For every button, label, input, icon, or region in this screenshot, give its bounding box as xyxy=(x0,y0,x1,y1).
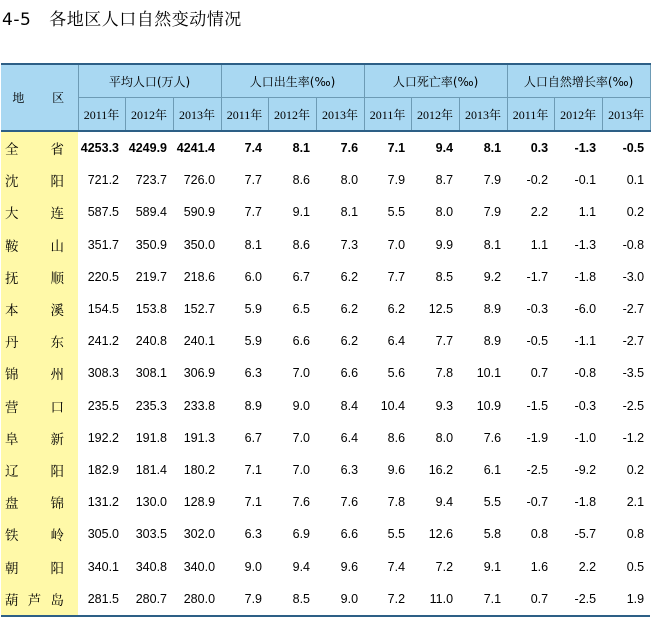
value-cell: 9.4 xyxy=(292,559,311,574)
region-char: 岭 xyxy=(50,528,64,545)
value-cell: 9.9 xyxy=(435,237,454,252)
table-row xyxy=(1,164,650,196)
region-char: 溪 xyxy=(50,303,64,320)
value-cell: 6.2 xyxy=(340,302,359,317)
value-cell: 8.5 xyxy=(435,269,454,284)
value-cell: 7.1 xyxy=(459,583,507,616)
region-name xyxy=(5,492,78,512)
region-name xyxy=(5,428,78,448)
value-cell: -1.8 xyxy=(574,269,597,284)
value-cell: 192.2 xyxy=(87,430,119,445)
value-cell: 8.9 xyxy=(483,302,502,317)
value-cell: 1.1 xyxy=(578,205,597,220)
table-row xyxy=(1,325,650,357)
value-cell: 350.0 xyxy=(183,237,216,252)
value-cell: 589.4 xyxy=(135,205,167,220)
value-cell: 6.3 xyxy=(244,366,263,381)
region-name xyxy=(5,460,78,480)
value-cell: 6.7 xyxy=(292,269,311,284)
group-header-natural-growth-rate: 人口自然增长率(‰) xyxy=(507,64,650,98)
value-cell: 6.2 xyxy=(387,302,406,317)
region-char: 丹 xyxy=(5,335,19,352)
value-cell: 16.2 xyxy=(428,462,454,477)
value-cell: 723.7 xyxy=(135,173,167,188)
value-cell: 7.7 xyxy=(435,334,454,349)
value-cell: 0.5 xyxy=(626,559,645,574)
value-cell: -0.5 xyxy=(526,334,549,349)
year-header: 2012年 xyxy=(411,98,459,132)
value-cell: 350.9 xyxy=(135,237,167,252)
table-row xyxy=(1,390,650,422)
value-cell: 8.0 xyxy=(435,205,454,220)
value-cell: 0.8 xyxy=(530,527,549,542)
value-cell: -0.2 xyxy=(526,173,549,188)
table-row xyxy=(1,293,650,325)
value-cell: 152.7 xyxy=(183,302,216,317)
value-cell: 8.1 xyxy=(483,237,502,252)
value-cell: 9.3 xyxy=(435,398,454,413)
value-cell: 6.4 xyxy=(387,334,406,349)
value-cell: -2.7 xyxy=(622,334,645,349)
value-cell: -2.5 xyxy=(526,462,549,477)
value-cell: 7.6 xyxy=(340,495,359,510)
region-char: 山 xyxy=(50,238,64,255)
value-cell: 281.5 xyxy=(78,583,125,616)
year-header-row xyxy=(1,98,650,132)
value-cell: -0.5 xyxy=(622,141,645,156)
value-cell: 9.6 xyxy=(387,462,406,477)
table-row xyxy=(1,550,650,582)
value-cell: 9.0 xyxy=(292,398,311,413)
value-cell: 7.7 xyxy=(244,205,263,220)
year-header: 2012年 xyxy=(125,98,173,132)
value-cell: 7.9 xyxy=(483,173,502,188)
page-title xyxy=(2,4,242,36)
value-cell: -3.0 xyxy=(622,269,645,284)
region-cell xyxy=(1,550,78,582)
value-cell: 12.5 xyxy=(428,302,454,317)
region-char: 阳 xyxy=(50,463,64,480)
year-header: 2013年 xyxy=(459,98,507,132)
value-cell: -2.5 xyxy=(554,583,602,616)
value-cell: -1.2 xyxy=(622,430,645,445)
year-header: 2013年 xyxy=(602,98,650,132)
region-name xyxy=(5,235,78,255)
value-cell: -1.7 xyxy=(526,269,549,284)
value-cell: 0.1 xyxy=(626,173,645,188)
value-cell: 181.4 xyxy=(135,462,167,477)
region-char: 全 xyxy=(5,142,19,159)
value-cell: 7.9 xyxy=(387,173,406,188)
region-cell xyxy=(1,293,78,325)
value-cell: -2.5 xyxy=(622,398,645,413)
value-cell: 240.8 xyxy=(135,334,167,349)
region-char: 阜 xyxy=(5,431,19,448)
value-cell: 4241.4 xyxy=(176,141,216,156)
value-cell: 7.6 xyxy=(340,141,359,156)
value-cell: 128.9 xyxy=(183,495,216,510)
year-header: 2011年 xyxy=(221,98,268,132)
value-cell: 7.1 xyxy=(244,462,263,477)
value-cell: 6.9 xyxy=(292,527,311,542)
table-row xyxy=(1,229,650,261)
value-cell: -1.9 xyxy=(526,430,549,445)
value-cell: -0.8 xyxy=(574,366,597,381)
value-cell: 5.9 xyxy=(244,302,263,317)
value-cell: 7.9 xyxy=(221,583,268,616)
region-name xyxy=(5,202,78,222)
value-cell: 280.0 xyxy=(173,583,221,616)
value-cell: 7.0 xyxy=(387,237,406,252)
region-char: 连 xyxy=(50,206,64,223)
region-cell xyxy=(1,196,78,228)
value-cell: -1.5 xyxy=(526,398,549,413)
value-cell: 7.7 xyxy=(244,173,263,188)
value-cell: 9.1 xyxy=(483,559,502,574)
region-cell xyxy=(1,229,78,261)
value-cell: -1.0 xyxy=(574,430,597,445)
region-char: 省 xyxy=(50,142,64,159)
year-header: 2013年 xyxy=(173,98,221,132)
region-char: 朝 xyxy=(5,560,19,577)
value-cell: 10.1 xyxy=(476,366,502,381)
value-cell: 5.5 xyxy=(483,495,502,510)
value-cell: 726.0 xyxy=(183,173,216,188)
value-cell: -6.0 xyxy=(574,302,597,317)
region-name xyxy=(5,331,78,351)
region-char: 阳 xyxy=(50,560,64,577)
region-cell xyxy=(1,164,78,196)
value-cell: 9.4 xyxy=(435,141,454,156)
value-cell: 235.3 xyxy=(135,398,167,413)
value-cell: 10.9 xyxy=(476,398,502,413)
region-char: 锦 xyxy=(50,496,64,513)
value-cell: 7.6 xyxy=(292,495,311,510)
table-row xyxy=(1,583,650,616)
table-title: 各地区人口自然变动情况 xyxy=(49,10,242,30)
value-cell: 340.8 xyxy=(135,559,167,574)
value-cell: 7.4 xyxy=(387,559,406,574)
value-cell: 182.9 xyxy=(87,462,119,477)
value-cell: 2.2 xyxy=(530,205,549,220)
value-cell: 7.0 xyxy=(292,430,311,445)
value-cell: 7.4 xyxy=(244,141,263,156)
value-cell: 6.2 xyxy=(340,334,359,349)
value-cell: 0.2 xyxy=(626,462,645,477)
value-cell: 9.2 xyxy=(483,269,502,284)
value-cell: 2.2 xyxy=(578,559,597,574)
year-header: 2011年 xyxy=(507,98,554,132)
value-cell: 7.6 xyxy=(483,430,502,445)
value-cell: 8.0 xyxy=(340,173,359,188)
region-cell xyxy=(1,261,78,293)
value-cell: 8.9 xyxy=(244,398,263,413)
table-header xyxy=(1,64,650,131)
value-cell: 180.2 xyxy=(183,462,216,477)
value-cell: 340.0 xyxy=(183,559,216,574)
region-char: 抚 xyxy=(5,270,19,287)
value-cell: -1.1 xyxy=(574,334,597,349)
table-row xyxy=(1,486,650,518)
value-cell: 351.7 xyxy=(87,237,119,252)
value-cell: -9.2 xyxy=(574,462,597,477)
value-cell: 8.6 xyxy=(292,173,311,188)
region-cell xyxy=(1,131,78,164)
region-name xyxy=(5,363,78,383)
region-char: 本 xyxy=(5,303,19,320)
region-char: 鞍 xyxy=(5,238,19,255)
value-cell: 6.5 xyxy=(292,302,311,317)
region-char: 岛 xyxy=(50,592,64,609)
region-char: 东 xyxy=(50,335,64,352)
value-cell: 6.3 xyxy=(340,462,359,477)
value-cell: 303.5 xyxy=(135,527,167,542)
region-char: 葫 xyxy=(5,592,19,609)
value-cell: -1.3 xyxy=(574,141,597,156)
region-column-header: 地 区 xyxy=(1,64,78,131)
year-header: 2013年 xyxy=(316,98,364,132)
value-cell: 5.8 xyxy=(483,527,502,542)
group-header-death-rate: 人口死亡率(‰) xyxy=(364,64,507,98)
value-cell: 8.7 xyxy=(435,173,454,188)
value-cell: 6.6 xyxy=(340,366,359,381)
value-cell: 220.5 xyxy=(87,269,119,284)
value-cell: -0.1 xyxy=(574,173,597,188)
value-cell: -1.8 xyxy=(574,495,597,510)
region-char: 州 xyxy=(50,367,64,384)
year-header: 2011年 xyxy=(364,98,411,132)
year-header: 2012年 xyxy=(554,98,602,132)
region-char: 芦 xyxy=(27,592,42,609)
value-cell: 590.9 xyxy=(183,205,216,220)
table-row xyxy=(1,196,650,228)
region-name xyxy=(5,557,78,577)
region-char: 锦 xyxy=(5,367,19,384)
value-cell: 306.9 xyxy=(183,366,216,381)
value-cell: 0.7 xyxy=(507,583,554,616)
value-cell: 7.0 xyxy=(292,366,311,381)
value-cell: -0.7 xyxy=(526,495,549,510)
value-cell: 8.1 xyxy=(244,237,263,252)
value-cell: 6.0 xyxy=(244,269,263,284)
table-number: 4-5 xyxy=(2,10,32,30)
value-cell: 305.0 xyxy=(87,527,119,542)
value-cell: 0.7 xyxy=(530,366,549,381)
value-cell: 131.2 xyxy=(87,495,119,510)
value-cell: -0.8 xyxy=(622,237,645,252)
region-char: 辽 xyxy=(5,463,19,480)
value-cell: 9.0 xyxy=(244,559,263,574)
value-cell: 1.6 xyxy=(530,559,549,574)
value-cell: 241.2 xyxy=(87,334,119,349)
value-cell: 0.2 xyxy=(626,205,645,220)
value-cell: 6.3 xyxy=(244,527,263,542)
value-cell: 233.8 xyxy=(183,398,216,413)
value-cell: 308.1 xyxy=(135,366,167,381)
value-cell: 2.1 xyxy=(626,495,645,510)
value-cell: 6.2 xyxy=(340,269,359,284)
value-cell: 302.0 xyxy=(183,527,216,542)
value-cell: 191.8 xyxy=(135,430,167,445)
value-cell: 10.4 xyxy=(380,398,406,413)
region-char: 阳 xyxy=(50,174,64,191)
value-cell: 5.6 xyxy=(387,366,406,381)
year-header: 2012年 xyxy=(268,98,316,132)
value-cell: 1.1 xyxy=(530,237,549,252)
region-char: 铁 xyxy=(5,528,19,545)
region-name xyxy=(5,396,78,416)
value-cell: -1.3 xyxy=(574,237,597,252)
value-cell: 4253.3 xyxy=(80,141,119,156)
value-cell: -0.3 xyxy=(526,302,549,317)
value-cell: 7.7 xyxy=(387,269,406,284)
value-cell: -0.3 xyxy=(574,398,597,413)
value-cell: 191.3 xyxy=(183,430,216,445)
value-cell: 154.5 xyxy=(87,302,119,317)
value-cell: 5.9 xyxy=(244,334,263,349)
table-row xyxy=(1,357,650,389)
value-cell: 7.2 xyxy=(435,559,454,574)
value-cell: 5.5 xyxy=(387,205,406,220)
table-row xyxy=(1,454,650,486)
value-cell: 8.5 xyxy=(268,583,316,616)
region-cell xyxy=(1,325,78,357)
table-body xyxy=(1,131,650,616)
value-cell: 7.2 xyxy=(364,583,411,616)
value-cell: 0.3 xyxy=(530,141,549,156)
value-cell: 9.4 xyxy=(435,495,454,510)
value-cell: -2.7 xyxy=(622,302,645,317)
region-name xyxy=(5,589,78,609)
value-cell: 11.0 xyxy=(411,583,459,616)
region-cell xyxy=(1,422,78,454)
value-cell: 8.6 xyxy=(292,237,311,252)
region-char: 口 xyxy=(50,399,64,416)
value-cell: 6.6 xyxy=(292,334,311,349)
value-cell: 5.5 xyxy=(387,527,406,542)
table-row xyxy=(1,518,650,550)
value-cell: 587.5 xyxy=(87,205,119,220)
value-cell: 8.9 xyxy=(483,334,502,349)
value-cell: 9.1 xyxy=(292,205,311,220)
value-cell: 12.6 xyxy=(428,527,454,542)
value-cell: 130.0 xyxy=(135,495,167,510)
region-cell xyxy=(1,486,78,518)
region-cell xyxy=(1,454,78,486)
region-cell xyxy=(1,518,78,550)
value-cell: 219.7 xyxy=(135,269,167,284)
group-header-avg-population: 平均人口(万人) xyxy=(78,64,221,98)
value-cell: -5.7 xyxy=(574,527,597,542)
value-cell: 1.9 xyxy=(602,583,650,616)
population-table xyxy=(1,63,651,617)
value-cell: 0.8 xyxy=(626,527,645,542)
value-cell: 8.0 xyxy=(435,430,454,445)
value-cell: 7.0 xyxy=(292,462,311,477)
value-cell: 8.1 xyxy=(340,205,359,220)
value-cell: 235.5 xyxy=(87,398,119,413)
value-cell: 6.6 xyxy=(340,527,359,542)
value-cell: 218.6 xyxy=(183,269,216,284)
value-cell: 4249.9 xyxy=(128,141,167,156)
region-name xyxy=(5,138,78,158)
region-cell xyxy=(1,357,78,389)
table-row xyxy=(1,422,650,454)
value-cell: 721.2 xyxy=(87,173,119,188)
value-cell: 8.1 xyxy=(483,141,502,156)
region-cell xyxy=(1,390,78,422)
value-cell: 8.4 xyxy=(340,398,359,413)
value-cell: 280.7 xyxy=(125,583,173,616)
value-cell: 6.4 xyxy=(340,430,359,445)
value-cell: 6.1 xyxy=(483,462,502,477)
region-char: 大 xyxy=(5,206,19,223)
value-cell: -3.5 xyxy=(622,366,645,381)
value-cell: 7.1 xyxy=(387,141,406,156)
region-char: 顺 xyxy=(50,270,64,287)
value-cell: 7.3 xyxy=(340,237,359,252)
value-cell: 8.1 xyxy=(292,141,311,156)
region-char: 新 xyxy=(50,431,64,448)
value-cell: 240.1 xyxy=(183,334,216,349)
region-name xyxy=(5,299,78,319)
region-name xyxy=(5,267,78,287)
group-header-birth-rate: 人口出生率(‰) xyxy=(221,64,364,98)
year-header: 2011年 xyxy=(78,98,125,132)
table-row xyxy=(1,261,650,293)
value-cell: 153.8 xyxy=(135,302,167,317)
region-cell xyxy=(1,583,78,616)
region-char: 盘 xyxy=(5,496,19,513)
value-cell: 7.9 xyxy=(483,205,502,220)
region-char: 营 xyxy=(5,399,19,416)
value-cell: 7.8 xyxy=(387,495,406,510)
value-cell: 8.6 xyxy=(387,430,406,445)
region-char: 沈 xyxy=(5,174,19,191)
value-cell: 7.8 xyxy=(435,366,454,381)
region-name xyxy=(5,170,78,190)
value-cell: 9.0 xyxy=(316,583,364,616)
value-cell: 340.1 xyxy=(87,559,119,574)
value-cell: 7.1 xyxy=(244,495,263,510)
table-row xyxy=(1,131,650,164)
value-cell: 9.6 xyxy=(340,559,359,574)
value-cell: 6.7 xyxy=(244,430,263,445)
value-cell: 308.3 xyxy=(87,366,119,381)
region-name xyxy=(5,524,78,544)
